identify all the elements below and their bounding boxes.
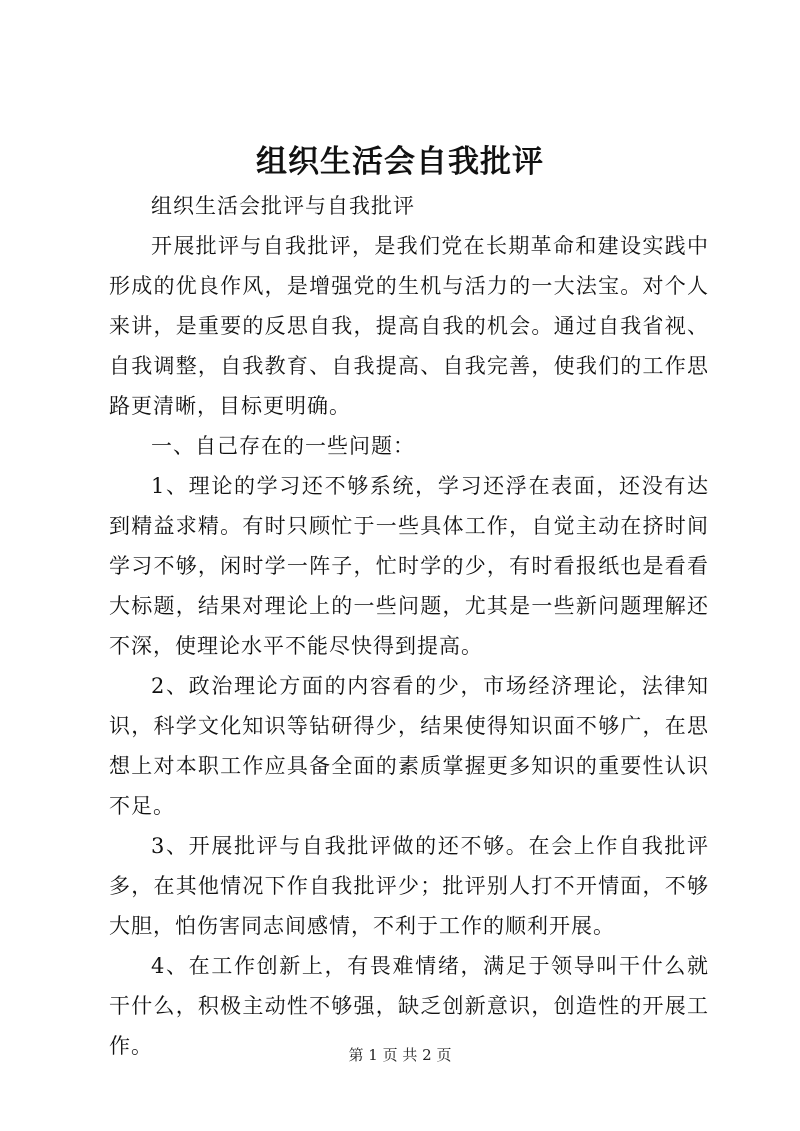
paragraph-item-3: 3、开展批评与自我批评做的还不够。在会上作自我批评多，在其他情况下作自我批评少；批评别人打不开情面，不够大胆，怕伤害同志间感情，不利于工作的顺利开展。 (109, 834, 709, 938)
paragraph-item-4: 4、在工作创新上，有畏难情绪，满足于领导叫干什么就干什么，积极主动性不够强，缺乏创新意识，创造性的开展工作。 (109, 954, 709, 1058)
document-title: 组织生活会自我批评 (256, 144, 544, 180)
paragraph-item-2: 2、政治理论方面的内容看的少，市场经济理论，法律知识，科学文化知识等钻研得少，结果使得知识面不够广，在思想上对本职工作应具备全面的素质掌握更多知识的重要性认识不足。 (109, 674, 709, 818)
paragraph-item-1: 1、理论的学习还不够系统，学习还浮在表面，还没有达到精益求精。有时只顾忙于一些具体工作，自觉主动在挤时间学习不够，闲时学一阵子，忙时学的少，有时看报纸也是看看大标题，结果对理论上的一些问题，尤其是一些新问题理解还不深，使理论水平不能尽快得到提高。 (109, 474, 709, 658)
page-number-footer: 第 1 页 共 2 页 (348, 1046, 452, 1064)
paragraph-intro: 开展批评与自我批评，是我们党在长期革命和建设实践中形成的优良作风，是增强党的生机与活力的一大法宝。对个人来讲，是重要的反思自我，提高自我的机会。通过自我省视、自我调整，自我教育、自我提高、自我完善，使我们的工作思路更清晰，目标更明确。 (109, 234, 709, 418)
document-subtitle: 组织生活会批评与自我批评 (151, 194, 415, 218)
document-body (109, 186, 709, 1066)
section-heading-problems: 一、自己存在的一些问题： (151, 434, 415, 458)
